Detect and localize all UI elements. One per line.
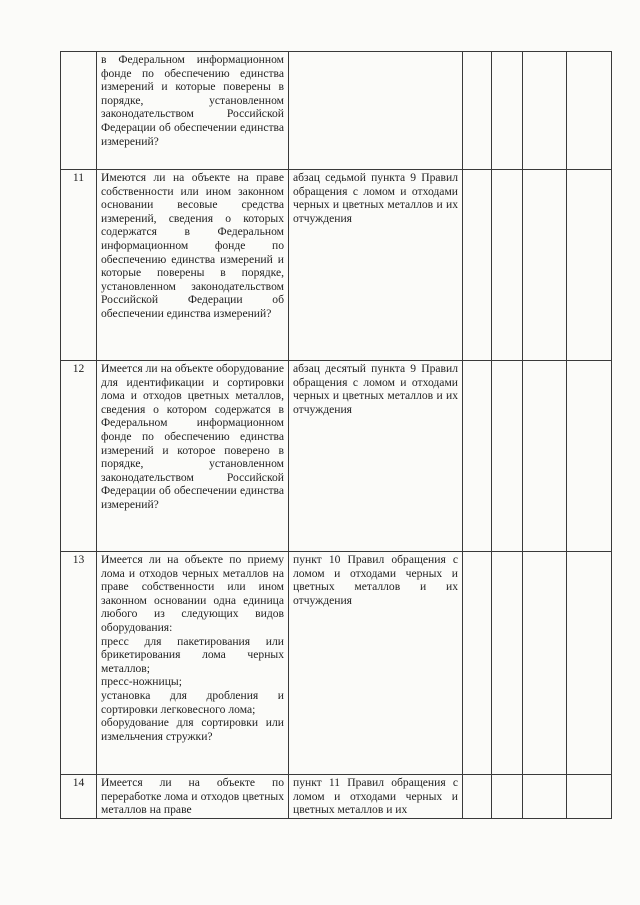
row-number	[61, 52, 97, 170]
answer-yes-cell[interactable]	[463, 52, 492, 170]
answer-no-cell[interactable]	[492, 52, 523, 170]
legal-reference	[289, 52, 463, 170]
equipment-item: пресс-ножницы;	[101, 675, 182, 689]
legal-reference: пункт 10 Правил обращения с ломом и отходами черных и цветных металлов и их отчуждения	[289, 552, 463, 775]
answer-no-cell[interactable]	[492, 361, 523, 552]
table-row	[61, 775, 612, 819]
answer-no-cell[interactable]	[492, 170, 523, 361]
legal-reference: абзац десятый пункта 9 Правил обращения с ломом и отходами черных и цветных металлов и их отчуждения	[289, 361, 463, 552]
table-row	[61, 361, 612, 552]
row-number: 12	[61, 361, 97, 552]
answer-no-cell[interactable]	[492, 552, 523, 775]
equipment-item: установка для дробления и сортировки легковесного лома;	[101, 688, 284, 716]
row-number: 13	[61, 552, 97, 775]
row-number: 11	[61, 170, 97, 361]
answer-na-cell[interactable]	[523, 552, 567, 775]
note-cell[interactable]	[567, 170, 612, 361]
legal-reference: абзац седьмой пункта 9 Правил обращения с ломом и отходами черных и цветных металлов и их отчуждения	[289, 170, 463, 361]
question-lead: Имеется ли на объекте по приему лома и отходов черных металлов на праве собственности или ином законном основании одна единица любого из следующих видов оборудования:	[101, 553, 284, 634]
equipment-item: оборудование для сортировки или измельчения стружки?	[101, 716, 284, 743]
answer-na-cell[interactable]	[523, 361, 567, 552]
question-text-cut: Имеется ли на объекте по переработке лома и отходов цветных металлов на праве	[101, 776, 284, 816]
note-cell[interactable]	[567, 52, 612, 170]
note-cell[interactable]	[567, 775, 612, 819]
answer-yes-cell[interactable]	[463, 775, 492, 819]
question-text: в Федеральном информационном фонде по обеспечению единства измерений и которые поверены в порядке, установленном законодательством Российской Федерации об обеспечении единства измерений?	[97, 52, 289, 170]
answer-yes-cell[interactable]	[463, 361, 492, 552]
answer-yes-cell[interactable]	[463, 170, 492, 361]
table-row	[61, 52, 612, 170]
answer-na-cell[interactable]	[523, 170, 567, 361]
table-row	[61, 170, 612, 361]
answer-na-cell[interactable]	[523, 775, 567, 819]
row-number: 14	[61, 775, 97, 819]
legal-reference-cut: пункт 11 Правил обращения с ломом и отходами черных и цветных металлов и их	[293, 776, 458, 816]
legal-reference	[289, 775, 463, 819]
question-text: Имеются ли на объекте на праве собственности или ином законном основании весовые средства измерений, сведения о которых содержатся в Федеральном информационном фонде по обеспечению единства измерений и которые поверены в порядке, установленном законодательством Российской Федерации об обеспечении единства измерений?	[97, 170, 289, 361]
note-cell[interactable]	[567, 552, 612, 775]
note-cell[interactable]	[567, 361, 612, 552]
answer-no-cell[interactable]	[492, 775, 523, 819]
checklist-table	[60, 51, 612, 819]
equipment-item: пресс для пакетирования или брикетирования лома черных металлов;	[101, 634, 284, 675]
question-text: Имеется ли на объекте оборудование для идентификации и сортировки лома и отходов цветных металлов, сведения о котором содержатся в Федеральном информационном фонде по обеспечению единства измерений и которое поверено в порядке, установленном законодательством Российской Федерации об обеспечении единства измерений?	[97, 361, 289, 552]
answer-yes-cell[interactable]	[463, 552, 492, 775]
question-text	[97, 552, 289, 775]
question-text	[97, 775, 289, 819]
table-row	[61, 552, 612, 775]
answer-na-cell[interactable]	[523, 52, 567, 170]
